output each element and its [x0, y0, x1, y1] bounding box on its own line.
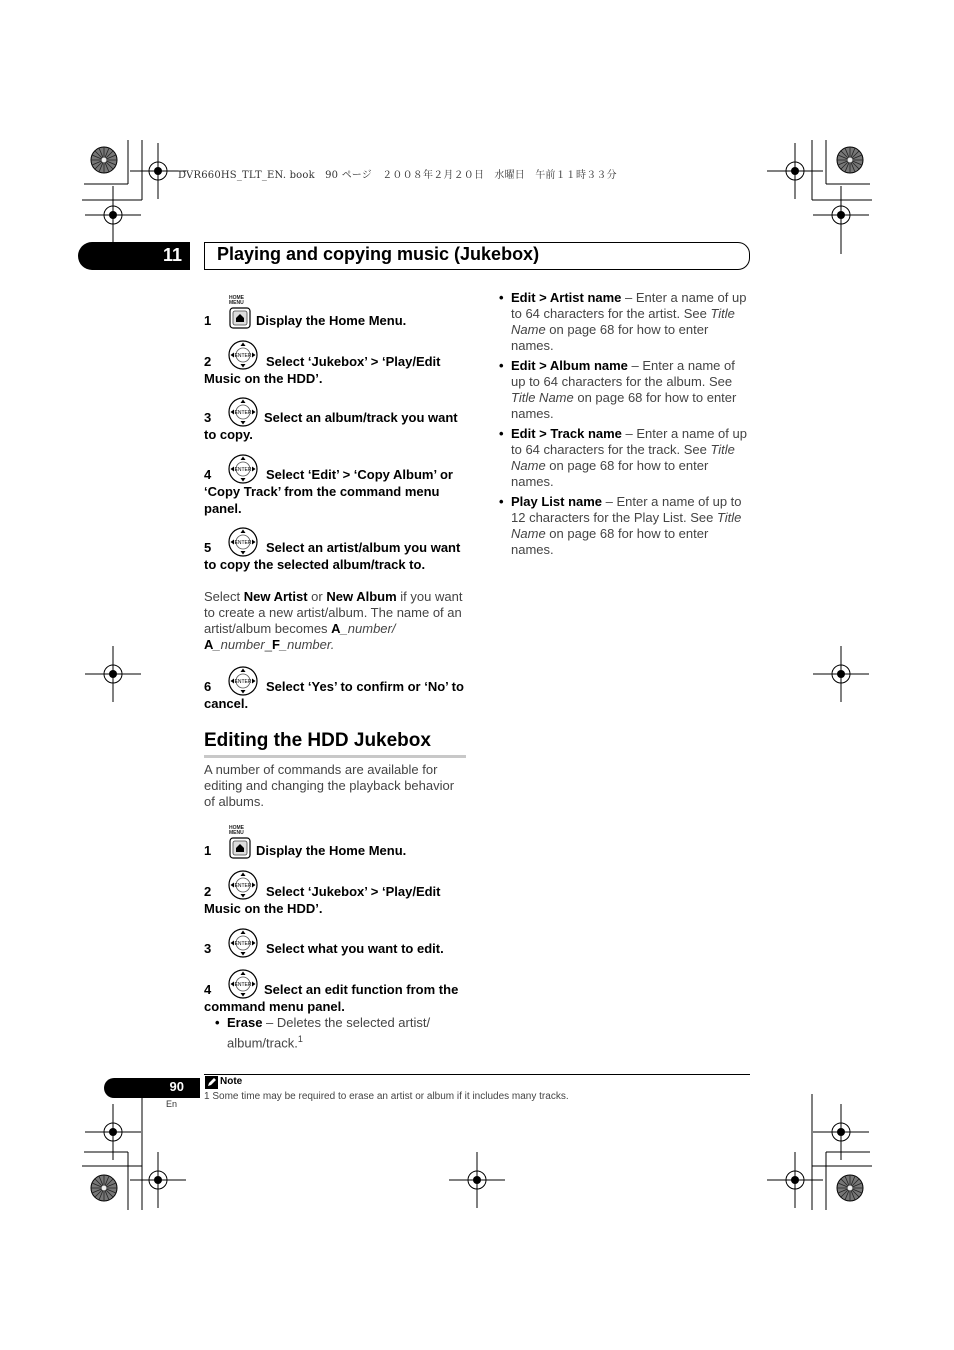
copy-step-5-text: Select an artist/album you want to copy the selected album/track to. — [204, 540, 461, 572]
enter-button-icon — [228, 928, 258, 958]
chapter-title: Playing and copying music (Jukebox) — [217, 244, 540, 264]
copy-step-6-text: Select ‘Yes’ to confirm or ‘No’ to cancel. — [204, 679, 464, 711]
page-number: 90 — [169, 1079, 184, 1094]
copy-step-4-text: Select ‘Edit’ > ‘Copy Album’ or ‘Copy Track’ from the command menu panel. — [204, 467, 453, 516]
page-tab — [104, 1078, 200, 1098]
copy-step-2-text: Select ‘Jukebox’ > ‘Play/Edit Music on the HDD’. — [204, 354, 441, 386]
note-pencil-icon — [205, 1076, 218, 1089]
copy-step-1-num: 1 — [204, 313, 212, 328]
section-intro: A number of commands are available for editing and changing the playback behavior of albums. — [204, 762, 455, 809]
section-rule — [204, 755, 466, 758]
chapter-tab — [78, 242, 190, 270]
list-item: • Edit > Track name – Enter a name of up to 64 characters for the track. See Title Name on page 68 for how to enter names. — [497, 426, 752, 490]
home-menu-button-icon — [227, 836, 253, 862]
home-menu-button-icon — [227, 306, 253, 332]
home-menu-caption: HOME MENU — [229, 825, 244, 836]
section-title: Editing the HDD Jukebox — [204, 730, 431, 751]
edit-step-1-num: 1 — [204, 843, 212, 858]
copy-step-1-text: Display the Home Menu. — [256, 313, 407, 328]
edit-step-2-text: Select ‘Jukebox’ > ‘Play/Edit Music on the HDD’. — [204, 884, 441, 916]
copy-step-3-num: 3 — [204, 410, 212, 425]
edit-step-4-num: 4 — [204, 982, 212, 997]
copy-step-5-num: 5 — [204, 540, 212, 555]
chapter-number: 11 — [162, 245, 182, 265]
note-rule — [204, 1074, 750, 1075]
print-header: DVR660HS_TLT_EN. book 90 ページ ２００８年２月２０日 水曜日 午前１１時３３分 — [178, 170, 617, 181]
footnote: 1 Some time may be required to erase an artist or album if it includes many tracks. — [204, 1091, 569, 1102]
list-item: • Edit > Artist name – Enter a name of up to 64 characters for the artist. See Title Name on page 68 for how to enter names. — [497, 290, 752, 354]
copy-step-6-num: 6 — [204, 679, 212, 694]
copy-step-3-text: Select an album/track you want to copy. — [204, 410, 458, 442]
edit-functions-list — [497, 290, 752, 562]
copy-step-5-note: Select New Artist or New Album if you want to create a new artist/album. The name of an artist/album becomes A_number/ A_number_F_number. — [204, 589, 463, 652]
edit-step-1-text: Display the Home Menu. — [256, 843, 407, 858]
copy-step-4-num: 4 — [204, 467, 212, 482]
edit-step-3-text: Select what you want to edit. — [266, 941, 444, 956]
list-item: • Edit > Album name – Enter a name of up to 64 characters for the album. See Title Name on page 68 for how to enter names. — [497, 358, 752, 422]
page-language: En — [166, 1099, 178, 1109]
edit-step-2-num: 2 — [204, 884, 212, 899]
note-label: Note — [220, 1076, 243, 1087]
copy-step-2-num: 2 — [204, 354, 212, 369]
list-item: • Play List name – Enter a name of up to 12 characters for the Play List. See Title Name on page 68 for how to enter names. — [497, 494, 752, 558]
erase-item: • Erase – Deletes the selected artist/ album/track.$^1$ — [213, 1015, 467, 1051]
chapter-title-box — [204, 242, 750, 270]
home-menu-caption: HOME MENU — [229, 295, 244, 306]
edit-step-4-text: Select an edit function from the command menu panel. — [204, 982, 459, 1014]
edit-step-3-num: 3 — [204, 941, 212, 956]
